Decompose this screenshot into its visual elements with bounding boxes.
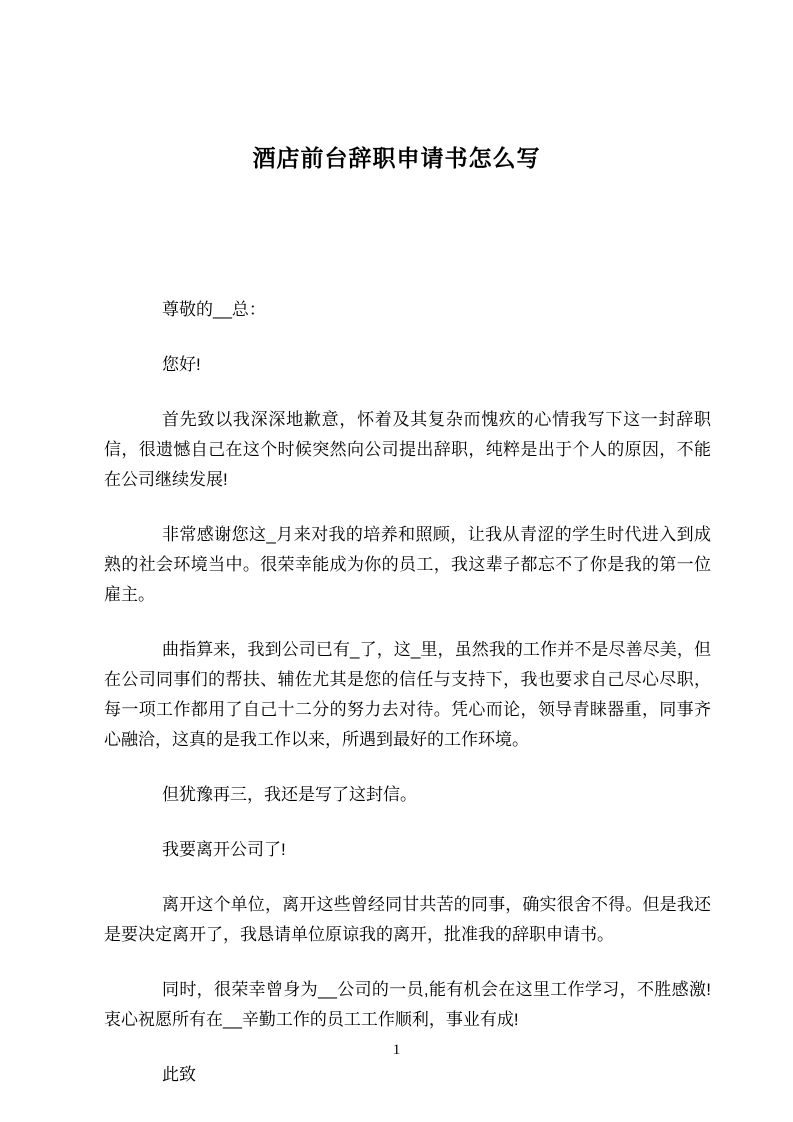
body-paragraph: 我要离开公司了! xyxy=(162,840,286,859)
body-paragraph: 首先致以我深深地歉意，怀着及其复杂而愧疚的心情我写下这一封辞职信，很遗憾自己在这个时候突然向公司提出辞职，纯粹是出于个人的原因，不能在公司继续发展! xyxy=(104,410,711,489)
body-paragraph: 离开这个单位，离开这些曾经同甘共苦的同事，确实很舍不得。但是我还是要决定离开了，我恳请单位原谅我的离开，批准我的辞职申请书。 xyxy=(104,895,711,944)
document-title: 酒店前台辞职申请书怎么写 xyxy=(252,145,541,171)
body-paragraph: 同时，很荣幸曾身为__公司的一员,能有机会在这里工作学习，不胜感激!衷心祝愿所有在__辛勤工作的员工工作顺利，事业有成! xyxy=(104,980,711,1029)
salutation-line: 尊敬的__总： xyxy=(162,300,266,319)
body-paragraph: 非常感谢您这_月来对我的培养和照顾，让我从青涩的学生时代进入到成熟的社会环境当中。很荣幸能成为你的员工，我这辈子都忘不了你是我的第一位雇主。 xyxy=(104,525,711,604)
closing-line: 此致 xyxy=(162,1065,196,1084)
greeting-line: 您好! xyxy=(162,355,201,374)
page-number: 1 xyxy=(392,1042,401,1058)
body-paragraph: 但犹豫再三，我还是写了这封信。 xyxy=(162,785,417,804)
document-body xyxy=(104,295,711,1090)
body-paragraph: 曲指算来，我到公司已有_了，这_里，虽然我的工作并不是尽善尽美，但在公司同事们的帮扶、辅佐尤其是您的信任与支持下，我也要求自己尽心尽职，每一项工作都用了自己十二分的努力去对待。凭心而论，领导青睐器重，同事齐心融洽，这真的是我工作以来，所遇到最好的工作环境。 xyxy=(104,640,711,749)
